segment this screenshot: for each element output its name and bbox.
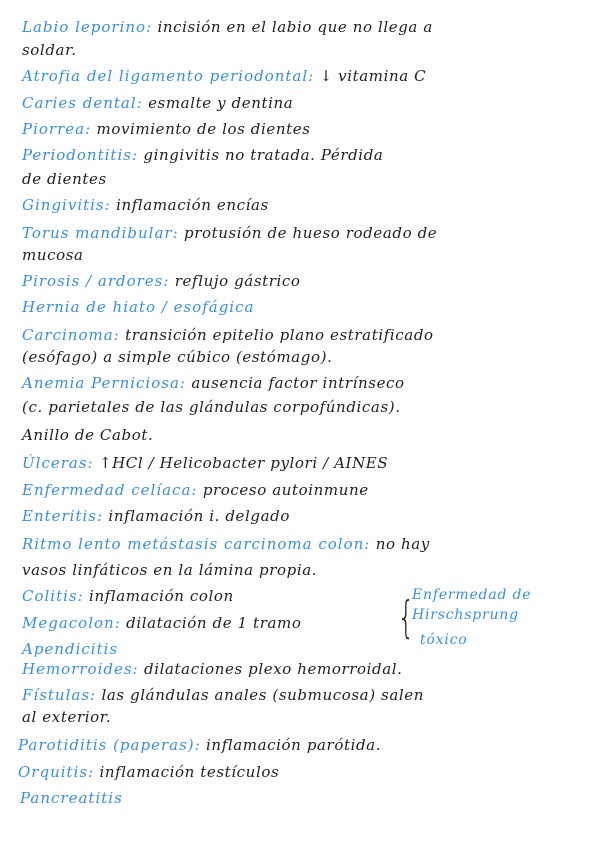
note-term: Torus mandibular: bbox=[22, 224, 179, 242]
note-term: Hernia de hiato / esofágica bbox=[22, 298, 255, 316]
note-line-31 bbox=[20, 789, 123, 807]
note-definition: movimiento de los dientes bbox=[91, 120, 311, 138]
note-term: Enteritis: bbox=[22, 507, 104, 525]
note-definition: ↓ vitamina C bbox=[314, 67, 427, 85]
note-line-8 bbox=[22, 196, 269, 214]
note-line-11 bbox=[22, 272, 301, 290]
note-line-13 bbox=[22, 326, 434, 344]
megacolon-cause-3: tóxico bbox=[420, 632, 468, 648]
note-definition: no hay bbox=[370, 535, 430, 553]
note-continuation: mucosa bbox=[22, 246, 84, 264]
note-line-12 bbox=[22, 298, 254, 316]
curly-brace: { bbox=[397, 592, 415, 643]
note-term: Ritmo lento metástasis carcinoma colon: bbox=[22, 535, 371, 553]
note-term: Atrofia del ligamento periodontal: bbox=[22, 67, 315, 85]
note-line-20 bbox=[22, 507, 290, 525]
note-line-5 bbox=[22, 120, 311, 138]
note-term: Megacolon: bbox=[22, 614, 121, 632]
note-line-9 bbox=[22, 224, 437, 242]
note-term: Colitis: bbox=[22, 587, 84, 605]
note-definition: inflamación encías bbox=[110, 196, 269, 214]
note-definition: inflamación i. delgado bbox=[103, 507, 290, 525]
note-definition: incisión en el labio que no llega a bbox=[152, 18, 433, 36]
note-line-2 bbox=[22, 41, 77, 59]
note-term: Enfermedad celíaca: bbox=[22, 481, 198, 499]
note-term: Anemia Perniciosa: bbox=[22, 374, 186, 392]
note-line-16 bbox=[22, 398, 401, 416]
note-line-3 bbox=[22, 67, 426, 85]
note-definition: protusión de hueso rodeado de bbox=[178, 224, 438, 242]
note-definition: esmalte y dentina bbox=[142, 94, 294, 112]
note-term: Orquitis: bbox=[18, 763, 95, 781]
note-definition: gingivitis no tratada. Pérdida bbox=[138, 146, 384, 164]
note-continuation: (c. parietales de las glándulas corpofúndicas). bbox=[22, 398, 401, 416]
note-term: Pancreatitis bbox=[20, 789, 123, 807]
note-term: Periodontitis: bbox=[22, 146, 138, 164]
note-term: Piorrea: bbox=[22, 120, 92, 138]
note-definition: reflujo gástrico bbox=[169, 272, 301, 290]
note-definition: dilatación de 1 tramo bbox=[120, 614, 302, 632]
note-line-15 bbox=[22, 374, 405, 392]
note-definition: dilataciones plexo hemorroidal. bbox=[138, 660, 403, 678]
note-definition: proceso autoinmune bbox=[197, 481, 369, 499]
note-line-1 bbox=[22, 18, 433, 36]
note-definition: transición epitelio plano estratificado bbox=[119, 326, 434, 344]
note-definition: inflamación parótida. bbox=[200, 736, 382, 754]
note-continuation: (esófago) a simple cúbico (estómago). bbox=[22, 348, 333, 366]
note-term: Caries dental: bbox=[22, 94, 143, 112]
note-term: Pirosis / ardores: bbox=[22, 272, 170, 290]
note-line-6 bbox=[22, 146, 383, 164]
note-continuation: vasos linfáticos en la lámina propia. bbox=[22, 561, 318, 579]
note-term: Parotiditis (paperas): bbox=[18, 736, 201, 754]
note-term: Carcinoma: bbox=[22, 326, 120, 344]
note-line-7 bbox=[22, 170, 107, 188]
note-definition: inflamación testículos bbox=[94, 763, 280, 781]
note-definition: ausencia factor intrínseco bbox=[185, 374, 405, 392]
note-line-19 bbox=[22, 481, 369, 499]
note-definition: las glándulas anales (submucosa) salen bbox=[96, 686, 424, 704]
note-line-21 bbox=[22, 535, 430, 553]
megacolon-cause-1: Enfermedad de bbox=[412, 587, 532, 603]
note-line-28 bbox=[22, 708, 111, 726]
note-term: Gingivitis: bbox=[22, 196, 111, 214]
note-line-27 bbox=[22, 686, 424, 704]
note-continuation: soldar. bbox=[22, 41, 77, 59]
note-line-4 bbox=[22, 94, 293, 112]
note-term: Labio leporino: bbox=[22, 18, 153, 36]
note-line-18 bbox=[22, 454, 388, 472]
megacolon-cause-2: Hirschsprung bbox=[412, 607, 519, 623]
note-line-29 bbox=[18, 736, 381, 754]
note-definition: inflamación colon bbox=[83, 587, 234, 605]
note-continuation: Anillo de Cabot. bbox=[22, 426, 154, 444]
note-line-10 bbox=[22, 246, 84, 264]
note-line-25 bbox=[22, 640, 118, 658]
note-term: Hemorroides: bbox=[22, 660, 139, 678]
note-line-22 bbox=[22, 561, 317, 579]
note-line-30 bbox=[18, 763, 279, 781]
note-line-26 bbox=[22, 660, 403, 678]
note-line-24 bbox=[22, 614, 301, 632]
note-term: Úlceras: bbox=[22, 454, 94, 472]
note-term: Apendicitis bbox=[22, 640, 119, 658]
note-term: Fístulas: bbox=[22, 686, 97, 704]
note-continuation: al exterior. bbox=[22, 708, 112, 726]
note-line-14 bbox=[22, 348, 332, 366]
note-line-17 bbox=[22, 426, 153, 444]
note-definition: ↑HCl / Helicobacter pylori / AINES bbox=[93, 454, 389, 472]
note-line-23 bbox=[22, 587, 234, 605]
note-continuation: de dientes bbox=[22, 170, 107, 188]
